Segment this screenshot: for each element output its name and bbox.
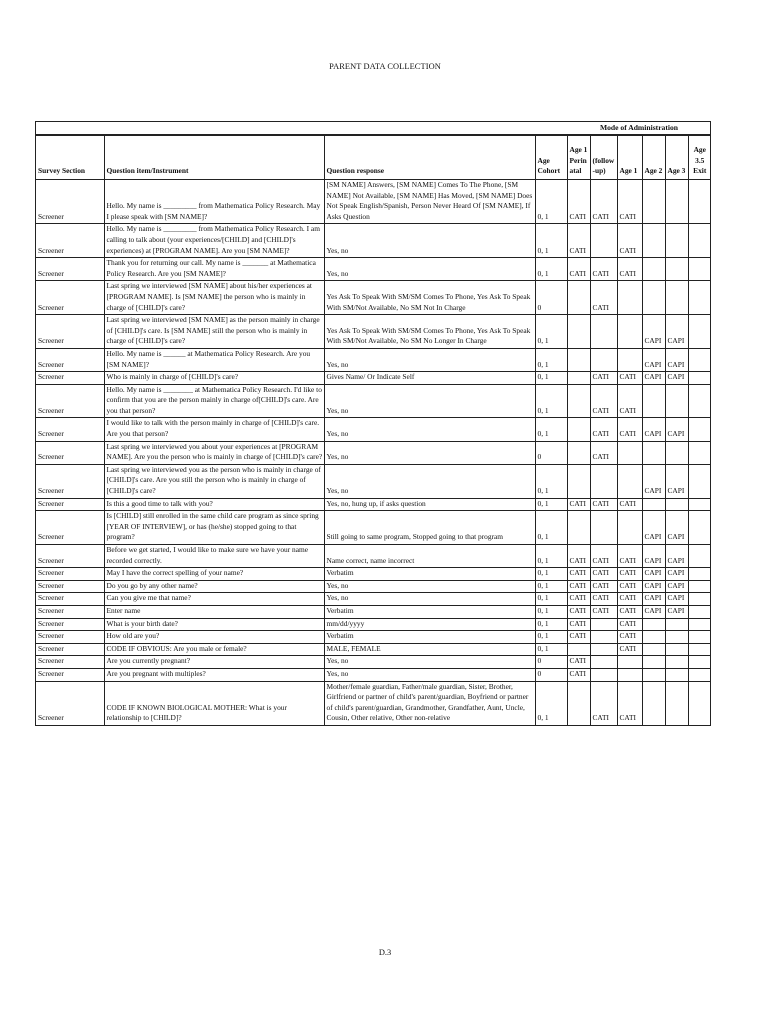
row-cohort: 0, 1	[535, 681, 567, 725]
table-row	[36, 224, 710, 258]
row-question: Last spring we interviewed [SM NAME] as the person mainly in charge of [CHILD]'s care. Is [SM NAME] still the person who is mainly in charge of [CHILD]'s care?	[104, 315, 324, 349]
row-cohort: 0, 1	[535, 593, 567, 606]
row-section: Screener	[36, 605, 104, 618]
row-followup	[590, 656, 617, 669]
row-age1: CATI	[617, 545, 642, 568]
row-age35	[688, 372, 710, 385]
row-question: CODE IF OBVIOUS: Are you male or female?	[104, 643, 324, 656]
row-perinatal	[567, 315, 590, 349]
row-followup	[590, 643, 617, 656]
row-question: CODE IF KNOWN BIOLOGICAL MOTHER: What is your relationship to [CHILD]?	[104, 681, 324, 725]
row-age35	[688, 580, 710, 593]
row-age35	[688, 631, 710, 644]
row-followup: CATI	[590, 568, 617, 581]
row-age1: CATI	[617, 498, 642, 511]
row-cohort: 0, 1	[535, 511, 567, 545]
row-section: Screener	[36, 315, 104, 349]
col-response: Question response	[324, 136, 535, 180]
row-question: Is [CHILD] still enrolled in the same child care program as since spring [YEAR OF INTERVIEW], or has (he/she) stopped going to that program?	[104, 511, 324, 545]
row-followup: CATI	[590, 258, 617, 281]
row-age2: CAPI	[642, 580, 665, 593]
row-response: mm/dd/yyyy	[324, 618, 535, 631]
row-age3: CAPI	[665, 605, 688, 618]
row-followup	[590, 668, 617, 681]
row-cohort: 0, 1	[535, 464, 567, 498]
row-age1: CATI	[617, 580, 642, 593]
row-response: MALE, FEMALE	[324, 643, 535, 656]
table-row	[36, 348, 710, 371]
row-age3: CAPI	[665, 545, 688, 568]
row-age35	[688, 681, 710, 725]
row-age3: CAPI	[665, 372, 688, 385]
row-age35	[688, 315, 710, 349]
col-age2: Age 2	[642, 136, 665, 180]
row-section: Screener	[36, 681, 104, 725]
row-perinatal: CATI	[567, 605, 590, 618]
table-row	[36, 418, 710, 441]
table-row	[36, 180, 710, 224]
row-question: Do you go by any other name?	[104, 580, 324, 593]
row-age1: CATI	[617, 631, 642, 644]
page-number: D.3	[378, 948, 392, 957]
row-section: Screener	[36, 511, 104, 545]
row-age3	[665, 618, 688, 631]
row-followup: CATI	[590, 180, 617, 224]
row-age1: CATI	[617, 618, 642, 631]
row-section: Screener	[36, 643, 104, 656]
mode-of-administration-header: Mode of Administration	[599, 123, 679, 132]
table-row	[36, 545, 710, 568]
row-age1: CATI	[617, 605, 642, 618]
row-age1	[617, 656, 642, 669]
row-question: Is this a good time to talk with you?	[104, 498, 324, 511]
row-response: Gives Name/ Or Indicate Self	[324, 372, 535, 385]
row-section: Screener	[36, 180, 104, 224]
row-age35	[688, 224, 710, 258]
row-response: Yes, no	[324, 441, 535, 464]
row-age35	[688, 668, 710, 681]
row-section: Screener	[36, 464, 104, 498]
row-age1	[617, 668, 642, 681]
row-response: Mother/female guardian, Father/male guardian, Sister, Brother, Girlfriend or partner of child's parent/guardian, Boyfriend or partner of child's parent/guardian, Grandmother, Grandfather, Aunt, Uncle, Cousin, Other relative, Other non-relative	[324, 681, 535, 725]
row-question: Who is mainly in charge of [CHILD]'s care?	[104, 372, 324, 385]
row-response: Still going to same program, Stopped going to that program	[324, 511, 535, 545]
row-perinatal	[567, 372, 590, 385]
row-cohort: 0, 1	[535, 372, 567, 385]
row-section: Screener	[36, 568, 104, 581]
row-response: Yes, no	[324, 580, 535, 593]
row-age1: CATI	[617, 180, 642, 224]
row-question: How old are you?	[104, 631, 324, 644]
row-age1	[617, 441, 642, 464]
row-response: Yes, no	[324, 224, 535, 258]
row-age2: CAPI	[642, 464, 665, 498]
row-age2: CAPI	[642, 418, 665, 441]
row-age35	[688, 618, 710, 631]
row-age2	[642, 498, 665, 511]
row-response: Verbatim	[324, 605, 535, 618]
row-section: Screener	[36, 618, 104, 631]
table-row	[36, 372, 710, 385]
row-section: Screener	[36, 580, 104, 593]
row-section: Screener	[36, 348, 104, 371]
row-perinatal: CATI	[567, 631, 590, 644]
row-response: Yes, no, hung up, if asks question	[324, 498, 535, 511]
row-perinatal: CATI	[567, 258, 590, 281]
row-age3: CAPI	[665, 418, 688, 441]
table-row	[36, 498, 710, 511]
row-section: Screener	[36, 372, 104, 385]
row-age35	[688, 511, 710, 545]
row-question: What is your birth date?	[104, 618, 324, 631]
row-cohort: 0, 1	[535, 643, 567, 656]
table-row	[36, 315, 710, 349]
table-row	[36, 618, 710, 631]
table-row	[36, 441, 710, 464]
row-age2	[642, 656, 665, 669]
table-row	[36, 593, 710, 606]
row-age35	[688, 441, 710, 464]
col-age-cohort: Age Cohort	[535, 136, 567, 180]
row-age35	[688, 281, 710, 315]
row-cohort: 0, 1	[535, 224, 567, 258]
row-age2	[642, 180, 665, 224]
row-question: Hello. My name is ________ at Mathematica Policy Research. I'd like to confirm that you are the person mainly in charge of[CHILD]'s care. Are you that person?	[104, 384, 324, 418]
row-perinatal: CATI	[567, 568, 590, 581]
data-collection-table	[35, 121, 711, 726]
row-age3: CAPI	[665, 580, 688, 593]
col-age3: Age 3	[665, 136, 688, 180]
table-row	[36, 668, 710, 681]
row-section: Screener	[36, 441, 104, 464]
row-question: Before we get started, I would like to make sure we have your name recorded correctly.	[104, 545, 324, 568]
row-age2: CAPI	[642, 545, 665, 568]
row-perinatal: CATI	[567, 545, 590, 568]
row-section: Screener	[36, 593, 104, 606]
row-age2	[642, 668, 665, 681]
row-section: Screener	[36, 281, 104, 315]
row-section: Screener	[36, 545, 104, 568]
row-age35	[688, 498, 710, 511]
row-perinatal: CATI	[567, 668, 590, 681]
col-age1-perinatal: Age 1 Perinatal	[567, 136, 590, 180]
row-age3	[665, 498, 688, 511]
row-cohort: 0	[535, 656, 567, 669]
row-response: Yes, no	[324, 656, 535, 669]
row-age3	[665, 224, 688, 258]
row-question: I would like to talk with the person mainly in charge of [CHILD]'s care. Are you that person?	[104, 418, 324, 441]
row-followup	[590, 464, 617, 498]
row-question: Are you currently pregnant?	[104, 656, 324, 669]
row-age35	[688, 180, 710, 224]
row-question: Hello. My name is _________ from Mathematica Policy Research. May I please speak with [SM NAME]?	[104, 180, 324, 224]
row-followup: CATI	[590, 281, 617, 315]
row-age2	[642, 384, 665, 418]
row-section: Screener	[36, 498, 104, 511]
row-age1	[617, 511, 642, 545]
row-followup: CATI	[590, 545, 617, 568]
row-section: Screener	[36, 668, 104, 681]
row-age2	[642, 681, 665, 725]
row-age3: CAPI	[665, 464, 688, 498]
row-section: Screener	[36, 224, 104, 258]
row-question: May I have the correct spelling of your name?	[104, 568, 324, 581]
row-age2	[642, 224, 665, 258]
row-cohort: 0, 1	[535, 315, 567, 349]
row-followup: CATI	[590, 372, 617, 385]
row-followup	[590, 618, 617, 631]
row-age35	[688, 605, 710, 618]
row-perinatal	[567, 643, 590, 656]
row-perinatal	[567, 464, 590, 498]
row-age35	[688, 568, 710, 581]
row-age2	[642, 631, 665, 644]
row-cohort: 0, 1	[535, 180, 567, 224]
col-age1: Age 1	[617, 136, 642, 180]
row-age1: CATI	[617, 224, 642, 258]
table-row	[36, 631, 710, 644]
row-followup: CATI	[590, 605, 617, 618]
row-question: Thank you for returning our call. My name is _______ at Mathematica Policy Research. Are you [SM NAME]?	[104, 258, 324, 281]
row-cohort: 0, 1	[535, 631, 567, 644]
row-age1: CATI	[617, 643, 642, 656]
row-followup: CATI	[590, 681, 617, 725]
row-section: Screener	[36, 656, 104, 669]
row-followup: CATI	[590, 593, 617, 606]
row-age2: CAPI	[642, 372, 665, 385]
row-age1: CATI	[617, 372, 642, 385]
row-age3	[665, 441, 688, 464]
row-age2	[642, 618, 665, 631]
row-followup	[590, 511, 617, 545]
row-age2: CAPI	[642, 568, 665, 581]
row-followup: CATI	[590, 580, 617, 593]
row-age2: CAPI	[642, 511, 665, 545]
table-row	[36, 568, 710, 581]
row-age3	[665, 281, 688, 315]
row-perinatal: CATI	[567, 498, 590, 511]
row-perinatal	[567, 681, 590, 725]
row-age35	[688, 643, 710, 656]
row-response: Yes Ask To Speak With SM/SM Comes To Phone, Yes Ask To Speak With SM/Not Available, No SM Not In Charge	[324, 281, 535, 315]
row-age1	[617, 281, 642, 315]
col-question: Question item/Instrument	[104, 136, 324, 180]
row-response: Yes, no	[324, 258, 535, 281]
row-age3: CAPI	[665, 593, 688, 606]
row-perinatal	[567, 441, 590, 464]
row-cohort: 0, 1	[535, 498, 567, 511]
row-perinatal	[567, 348, 590, 371]
row-response: Yes, no	[324, 384, 535, 418]
table-row	[36, 464, 710, 498]
row-age2	[642, 643, 665, 656]
row-perinatal	[567, 384, 590, 418]
row-age3	[665, 258, 688, 281]
row-response: Verbatim	[324, 631, 535, 644]
row-cohort: 0, 1	[535, 618, 567, 631]
row-section: Screener	[36, 384, 104, 418]
row-followup: CATI	[590, 384, 617, 418]
row-response: Yes, no	[324, 418, 535, 441]
row-age1	[617, 348, 642, 371]
row-age1	[617, 315, 642, 349]
row-followup: CATI	[590, 498, 617, 511]
row-followup: CATI	[590, 418, 617, 441]
row-cohort: 0, 1	[535, 545, 567, 568]
row-age1	[617, 464, 642, 498]
table-row	[36, 384, 710, 418]
table-row	[36, 511, 710, 545]
row-response: Verbatim	[324, 568, 535, 581]
row-age1: CATI	[617, 568, 642, 581]
row-cohort: 0, 1	[535, 258, 567, 281]
table-row	[36, 580, 710, 593]
row-cohort: 0, 1	[535, 568, 567, 581]
row-cohort: 0, 1	[535, 605, 567, 618]
row-age35	[688, 348, 710, 371]
row-perinatal	[567, 418, 590, 441]
table-row	[36, 605, 710, 618]
row-cohort: 0, 1	[535, 348, 567, 371]
row-perinatal: CATI	[567, 180, 590, 224]
row-age35	[688, 418, 710, 441]
column-header-row	[36, 136, 710, 180]
row-age3: CAPI	[665, 511, 688, 545]
row-section: Screener	[36, 631, 104, 644]
row-age2: CAPI	[642, 315, 665, 349]
row-age3	[665, 631, 688, 644]
row-age2: CAPI	[642, 348, 665, 371]
row-response: Name correct, name incorrect	[324, 545, 535, 568]
row-section: Screener	[36, 418, 104, 441]
row-cohort: 0, 1	[535, 384, 567, 418]
row-response: Yes, no	[324, 593, 535, 606]
row-followup: CATI	[590, 441, 617, 464]
row-followup	[590, 224, 617, 258]
row-age1: CATI	[617, 593, 642, 606]
row-age3: CAPI	[665, 568, 688, 581]
row-age3: CAPI	[665, 315, 688, 349]
row-followup	[590, 631, 617, 644]
row-age2	[642, 441, 665, 464]
row-response: Yes, no	[324, 464, 535, 498]
row-age35	[688, 384, 710, 418]
row-age1: CATI	[617, 681, 642, 725]
row-followup	[590, 315, 617, 349]
row-age3	[665, 656, 688, 669]
row-question: Last spring we interviewed you about your experiences at [PROGRAM NAME]. Are you the person who is mainly in charge of [CHILD]'s care?	[104, 441, 324, 464]
row-question: Can you give me that name?	[104, 593, 324, 606]
row-age35	[688, 656, 710, 669]
col-followup: (follow-up)	[590, 136, 617, 180]
row-perinatal	[567, 511, 590, 545]
row-response: Yes, no	[324, 668, 535, 681]
row-question: Hello. My name is ______ at Mathematica Policy Research. Are you [SM NAME]?	[104, 348, 324, 371]
row-age3	[665, 384, 688, 418]
row-age2: CAPI	[642, 605, 665, 618]
row-age35	[688, 593, 710, 606]
row-perinatal: CATI	[567, 580, 590, 593]
row-perinatal: CATI	[567, 593, 590, 606]
row-question: Are you pregnant with multiples?	[104, 668, 324, 681]
row-age3	[665, 643, 688, 656]
table-body	[36, 180, 710, 725]
table-row	[36, 656, 710, 669]
row-question: Enter name	[104, 605, 324, 618]
row-cohort: 0, 1	[535, 580, 567, 593]
table-row	[36, 258, 710, 281]
mode-header-bar	[36, 121, 710, 135]
row-age2	[642, 281, 665, 315]
table-row	[36, 281, 710, 315]
row-question: Last spring we interviewed [SM NAME] about his/her experiences at [PROGRAM NAME]. Is [SM NAME] the person who is mainly in charge of [CHILD]'s care?	[104, 281, 324, 315]
row-question: Last spring we interviewed you as the person who is mainly in charge of [CHILD]'s care. Are you still the person who is mainly in charge of [CHILD]'s care?	[104, 464, 324, 498]
row-cohort: 0, 1	[535, 418, 567, 441]
row-age35	[688, 545, 710, 568]
row-perinatal	[567, 281, 590, 315]
row-cohort: 0	[535, 281, 567, 315]
row-age1: CATI	[617, 384, 642, 418]
table-row	[36, 681, 710, 725]
row-section: Screener	[36, 258, 104, 281]
row-age35	[688, 464, 710, 498]
col-age35-exit: Age 3.5 Exit	[688, 136, 710, 180]
row-cohort: 0	[535, 441, 567, 464]
row-response: Yes Ask To Speak With SM/SM Comes To Phone, Yes Ask To Speak With SM/Not Available, No SM No Longer In Charge	[324, 315, 535, 349]
row-response: Yes, no	[324, 348, 535, 371]
row-cohort: 0	[535, 668, 567, 681]
row-age3	[665, 681, 688, 725]
document-title: PARENT DATA COLLECTION	[329, 62, 441, 71]
row-age2	[642, 258, 665, 281]
row-followup	[590, 348, 617, 371]
row-age35	[688, 258, 710, 281]
row-response: [SM NAME] Answers, [SM NAME] Comes To The Phone, [SM NAME] Not Available, [SM NAME] Has Moved, [SM NAME] Does Not Speak English/Spanish, Person Never Heard Of [SM NAME], If Asks Question	[324, 180, 535, 224]
row-age3	[665, 668, 688, 681]
row-age1: CATI	[617, 258, 642, 281]
row-age3	[665, 180, 688, 224]
row-perinatal: CATI	[567, 656, 590, 669]
row-perinatal: CATI	[567, 224, 590, 258]
row-age3: CAPI	[665, 348, 688, 371]
row-perinatal: CATI	[567, 618, 590, 631]
row-question: Hello. My name is _________ from Mathematica Policy Research. I am calling to talk about (your experiences/[CHILD] and [CHILD]'s experiences) at [PROGRAM NAME]. Are you [SM NAME]?	[104, 224, 324, 258]
row-age1: CATI	[617, 418, 642, 441]
table-row	[36, 643, 710, 656]
col-survey-section: Survey Section	[36, 136, 104, 180]
row-age2: CAPI	[642, 593, 665, 606]
